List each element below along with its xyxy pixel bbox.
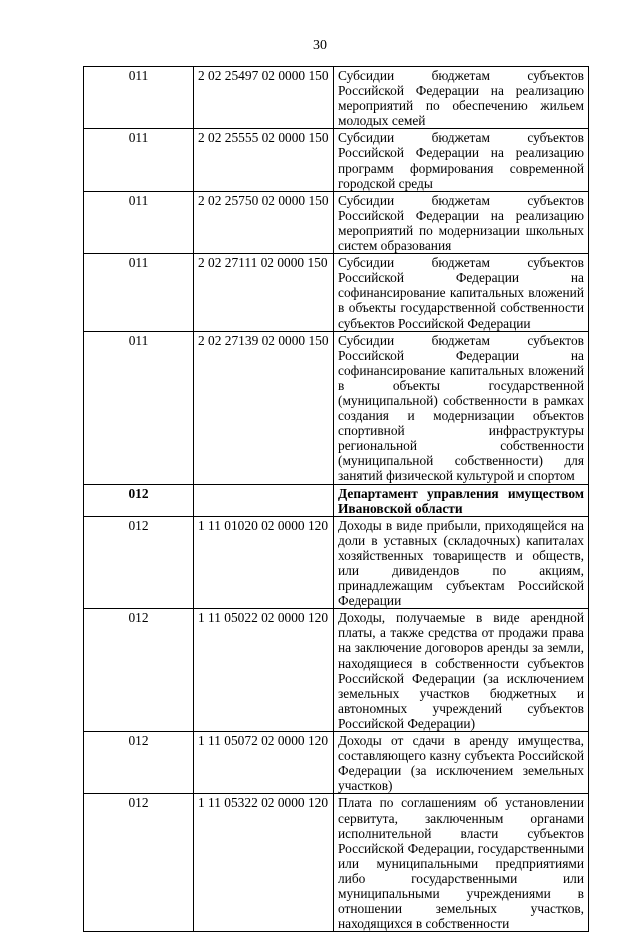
description-cell: Субсидии бюджетам субъектов Российской Федерации на реализацию программ формирования современной городской среды — [334, 129, 589, 191]
table-row — [84, 129, 589, 191]
income-code-cell: 2 02 25750 02 0000 150 — [194, 191, 334, 253]
description-cell: Субсидии бюджетам субъектов Российской Федерации на реализацию мероприятий по модернизации школьных систем образования — [334, 191, 589, 253]
description-cell: Субсидии бюджетам субъектов Российской Федерации на реализацию мероприятий по обеспечению жильем молодых семей — [334, 67, 589, 129]
income-code-cell: 1 11 05022 02 0000 120 — [194, 609, 334, 732]
income-code-cell: 2 02 25555 02 0000 150 — [194, 129, 334, 191]
description-cell: Субсидии бюджетам субъектов Российской Федерации на софинансирование капитальных вложений в объекты государственной собственности субъектов Российской Федерации — [334, 254, 589, 331]
admin-code-cell: 011 — [84, 191, 194, 253]
budget-income-table — [83, 66, 589, 932]
income-code-cell: 2 02 27139 02 0000 150 — [194, 331, 334, 484]
description-cell: Плата по соглашениям об установлении сервитута, заключенным органами исполнительной власти субъектов Российской Федерации, государственными или муниципальными предприятиями либо государственными или муниципальными учреждениями в отношении земельных участков, находящихся в собственности — [334, 794, 589, 932]
income-code-cell: 1 11 05322 02 0000 120 — [194, 794, 334, 932]
table-row — [84, 732, 589, 794]
page-number: 30 — [313, 38, 327, 53]
admin-code-cell: 012 — [84, 516, 194, 609]
income-code-cell: 2 02 27111 02 0000 150 — [194, 254, 334, 331]
table-row — [84, 254, 589, 331]
description-cell: Доходы, получаемые в виде арендной платы, а также средства от продажи права на заключение договоров аренды за земли, находящиеся в собственности субъектов Российской Федерации (за исключением земельных участков бюджетных и автономных учреждений субъектов Российской Федерации) — [334, 609, 589, 732]
table-row — [84, 331, 589, 484]
table-row — [84, 794, 589, 932]
admin-code-cell: 012 — [84, 484, 194, 516]
department-name-cell: Департамент управления имуществом Ивановской области — [334, 484, 589, 516]
table-row — [84, 191, 589, 253]
admin-code-cell: 011 — [84, 67, 194, 129]
admin-code-cell: 011 — [84, 331, 194, 484]
income-code-cell — [194, 484, 334, 516]
admin-code-cell: 012 — [84, 609, 194, 732]
table-body — [84, 67, 589, 932]
income-code-cell: 2 02 25497 02 0000 150 — [194, 67, 334, 129]
department-header-row — [84, 484, 589, 516]
admin-code-cell: 012 — [84, 794, 194, 932]
admin-code-cell: 011 — [84, 129, 194, 191]
description-cell: Доходы от сдачи в аренду имущества, составляющего казну субъекта Российской Федерации (за исключением земельных участков) — [334, 732, 589, 794]
description-cell: Субсидии бюджетам субъектов Российской Федерации на софинансирование капитальных вложений в объекты государственной (муниципальной) собственности в рамках создания и модернизации объектов спортивной инфраструктуры региональной собственности (муниципальной собственности) для занятий физической культурой и спортом — [334, 331, 589, 484]
admin-code-cell: 012 — [84, 732, 194, 794]
admin-code-cell: 011 — [84, 254, 194, 331]
income-code-cell: 1 11 05072 02 0000 120 — [194, 732, 334, 794]
table-row — [84, 609, 589, 732]
table-row — [84, 67, 589, 129]
description-cell: Доходы в виде прибыли, приходящейся на доли в уставных (складочных) капиталах хозяйственных товариществ и обществ, или дивидендов по акциям, принадлежащим субъектам Российской Федерации — [334, 516, 589, 609]
table-row — [84, 516, 589, 609]
income-code-cell: 1 11 01020 02 0000 120 — [194, 516, 334, 609]
